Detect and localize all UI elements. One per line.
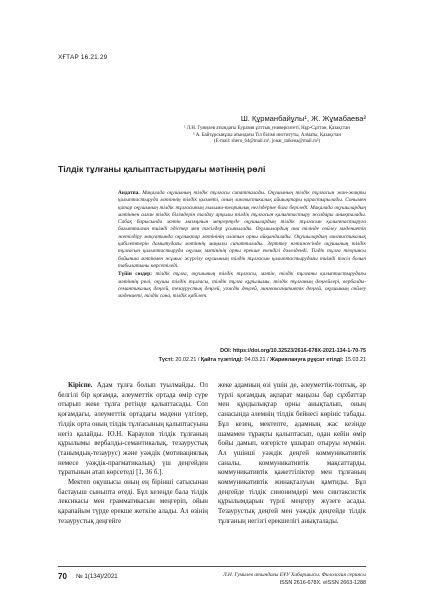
intro-heading: Кіріспе. <box>68 382 93 389</box>
doi-link[interactable]: https://doi.org/10.32523/2616-678X-2021-134-1-70-75 <box>232 348 366 354</box>
paragraph-text: жеке адамның өзі үшін де, әлеуметтік-топтық, әр түрлі қоғамдық ақпарат маңызы бар сұхбаттар мен құндылықтар орны анықталып, оның санасында әлемнің тілдік бейнесі көрініс табады. Бұл кезең, мектепте, адамның жас кезінде шамамен тұрақты қалыптасып, одан кейін өмір бойы дамып, өзгерісте ұшырап отыруы мүмкін. Ал үшінші уәждік деңгей коммуникативтік саналы, коммуникативтік мақсаттарды, коммуникативтік қажеттіліктер мен тұлғаның коммуникативтік жинақталуын қамтиды. Бұл деңгейде тілдік синонимдері мен синтаксистік құрылымдарын түрлі меңгеру жүзеге асады. Тезаурустық деңгей мен уәждік деңгейде тілдік тұлғаның негізгі ерекшелігі анықталады. <box>218 382 366 525</box>
body-column-right <box>218 381 366 527</box>
paragraph-text: Адам тұлға болып туылмайды. Ол белгілі бір қоғамда, әлеуметтік ортада өмір сүре отырып жеке тұлға ретінде қалыптасады. Сол қоғамдағы, әлеуметтік ортадағы мәдени үлгілер, тілдік орта оның тілдік тұлғасының қалыптасуына негіз қалайды. Ю.Н. Караулов тілдік тұлғаның құрылымы вербалды-семантикалық, тезаурустық (танымдық-тезаурус) және уәждік (мотивациялық немесе уәждік-прагматикалық) үш деңгейден тұратынын атап көрсетеді [1, 36 б.]. <box>58 382 208 477</box>
abstract-section <box>118 190 366 300</box>
received-label: Түсті: <box>158 357 174 363</box>
affiliation-1: ¹ Л.Н. Гумилев атындағы Еуразия ұлттық университеті, Нұр-Сұлтан, Қазақстан <box>184 126 350 131</box>
revised-date: 04.03.21 <box>244 357 266 363</box>
revised-label: Қайта түзетілді: <box>200 357 244 363</box>
body-paragraph <box>58 381 208 478</box>
abstract-text: Мақалада оқушының тілдік тұлғасы сипатталады. Оқушының тілдік тұлғасын жан-жақты қалыптастыруда мәтіннің тілдік қызметі, оның лингвистикалық айшықтары қарастырылады. Сонымен қатар оқушының тілдік тұлғасының ғылыми-теориялық негіздеріне баға беріледі. Мақалада оқушылардың мәтіннен алған тілдік білімдерін талдау арқылы тілдік тұлғасын қалыптастыру жолдары анықталады. Сабақ барысында мәтін мазмұнын меңгертуде оқушылардың тілдік тұлғасын қалыптастыруға бағытталған тиімді әдістер мен тәсілдер ұсынылады. Оқушылардың ана тілінде сөйлеу мәдениетін жетілдіру мақсатында оқулықтар мәтінінің алатын орны айқындалады. Оқушылардың лингвистикалық қабілеттерін дамытудағы мәтіннің маңызы сипатталады. Зерттеу нәтижесінде оқушының тілдік тұлғасын қалыптастыруда оқулық мәтінінің орны ерекше екендігі дәлелденді. Тілдік тұлға теориясы бойынша мәтінмен жұмыс жүргізу оқушының тілдік тұлғасын қалыптастырудағы тиімді тәсіл болып табылатыны көрсетіледі. <box>118 190 366 269</box>
author-emails: (E-mail: sheru_64@mail.ru¹, jonar_taikena@mail.ru²) <box>213 139 321 145</box>
date-separator: / <box>265 357 271 363</box>
issue-number: № 1(134)/2021 <box>76 573 118 580</box>
body-paragraph <box>58 478 208 527</box>
accepted-date: 15.03.21 <box>345 357 366 363</box>
affiliations <box>168 126 366 146</box>
received-date: 20.02.21 <box>175 357 197 363</box>
author-list: Ш. Құрманбайұлы¹, Ж. Жұмабаева² <box>240 114 366 123</box>
journal-name: Л.Н. Гумилев атындағы ЕҰУ Хабаршысы. Филология сериясы <box>222 572 366 578</box>
keywords-label: Түйін сөздер: <box>118 271 152 278</box>
page-number: 70 <box>58 572 67 581</box>
article-title: Тілдік тұлғаны қалыптастырудағы мәтіннің рөлі <box>58 164 266 174</box>
issn-line: ISSN 2616-678X. eISSN 2663-1288 <box>279 580 366 586</box>
doi-line <box>220 348 366 354</box>
abstract-label: Андатпа. <box>118 190 140 196</box>
footer-divider <box>58 566 366 567</box>
body-paragraph <box>218 381 366 527</box>
article-dates <box>159 357 366 363</box>
affiliation-2: ² А. Байтұрсынұлы атындағы Тіл білімі институты, Алматы, Қазақстан <box>193 132 341 138</box>
doi-label: DOI: <box>220 348 232 354</box>
keywords-text: тілдік тұлға, оқушының тілдік тұлғасы, мәтін, тілдік тұлғаны қалыптастырудағы мәтіннің рөлі, оқушы тілдік тұлғасы, тілдік тұлға құрылымы, тілдік тұлғаның деңгейлері, вербалды-семантикалық деңгей, тезаурустық деңгей, уәждік деңгей, лингвокогнитивтік деңгей, оқушының сөйлеу мәдениеті, тілдік сана, тілдік қабілет. <box>118 271 366 300</box>
date-separator: / <box>196 357 201 363</box>
accepted-label: Жариялануға рұқсат етілді: <box>270 357 344 363</box>
abstract <box>118 190 366 270</box>
keywords <box>118 271 366 300</box>
udc-code: ХҒТАР 16.21.29 <box>58 54 108 61</box>
body-column-left <box>58 381 208 527</box>
paragraph-text: Мектеп оқушысы оның ең бірінші сатысынан бастауыш сыныпта өтеді. Бұл кезеңде бала тілдік лексикасы мен грамматикасын меңгеріп, ойын қарапайым түрде ерекше жеткізе алады. Ал өзінің тезаурустық деңгейге <box>58 479 208 525</box>
